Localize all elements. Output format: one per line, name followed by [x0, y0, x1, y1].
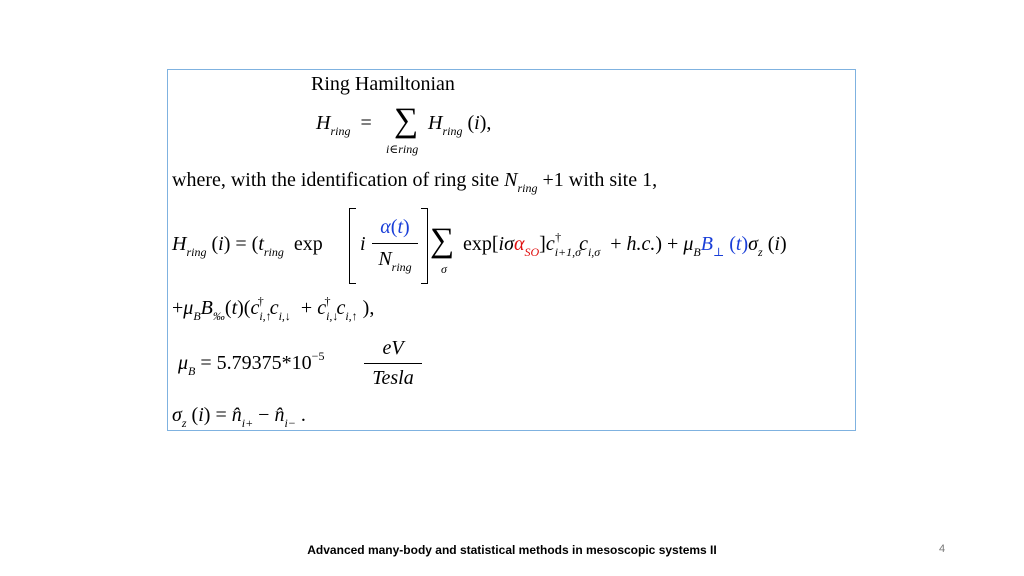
sum-index: i∈ring — [386, 142, 419, 156]
right-bracket — [421, 208, 428, 284]
unit-fraction: eV Tesla — [364, 337, 422, 390]
sum-symbol: ∑ — [394, 102, 419, 139]
hamiltonian-lhs: $H_{ring}$ $(i) = (t_{ring}$ exp — [172, 233, 323, 259]
fraction-alpha: α(t) $N_{ring}$ — [372, 216, 418, 271]
sum-sigma-symbol: ∑ — [430, 222, 455, 259]
sum-sigma-index: σ — [441, 262, 447, 276]
left-bracket — [349, 208, 356, 284]
slide-title: Ring Hamiltonian — [311, 73, 455, 95]
footer-title: Advanced many-body and statistical methods in mesoscopic systems II — [307, 543, 717, 557]
hamiltonian-zeeman-line: $+\mu_BB_‰(t)(c_{i,↑}^\dagger$ $c_{i,↓} + c_{i,↓}^\dagger$ $c_{i,↑}$ ), — [172, 294, 375, 323]
bracket-i: i — [360, 233, 366, 255]
equation-ring-term: $H_{ring}$ (i), — [428, 112, 492, 138]
sigma-z-eq: $\sigma_z$ $(i) = n̂_{i+}$ − $n̂_{i-}$ . — [172, 404, 306, 430]
hamiltonian-rhs: $\exp[i\sigma\alpha_{SO}]c_{i+1,\sigma}^\dagger$ $c_{i,\sigma} + h.c.) + \mu_BB_\perp$ $(t)\sigma_z$ (i) — [463, 230, 787, 259]
page-number: 4 — [939, 543, 946, 555]
where-line: where, with the identification of ring site $N_{ring} +1$ with site 1, — [172, 169, 658, 195]
bohr-magneton-eq: $\mu_B = 5.79375*10^{-5}$ — [178, 349, 325, 378]
equation-ring-sum: $H_{ring}$ = — [316, 112, 372, 138]
